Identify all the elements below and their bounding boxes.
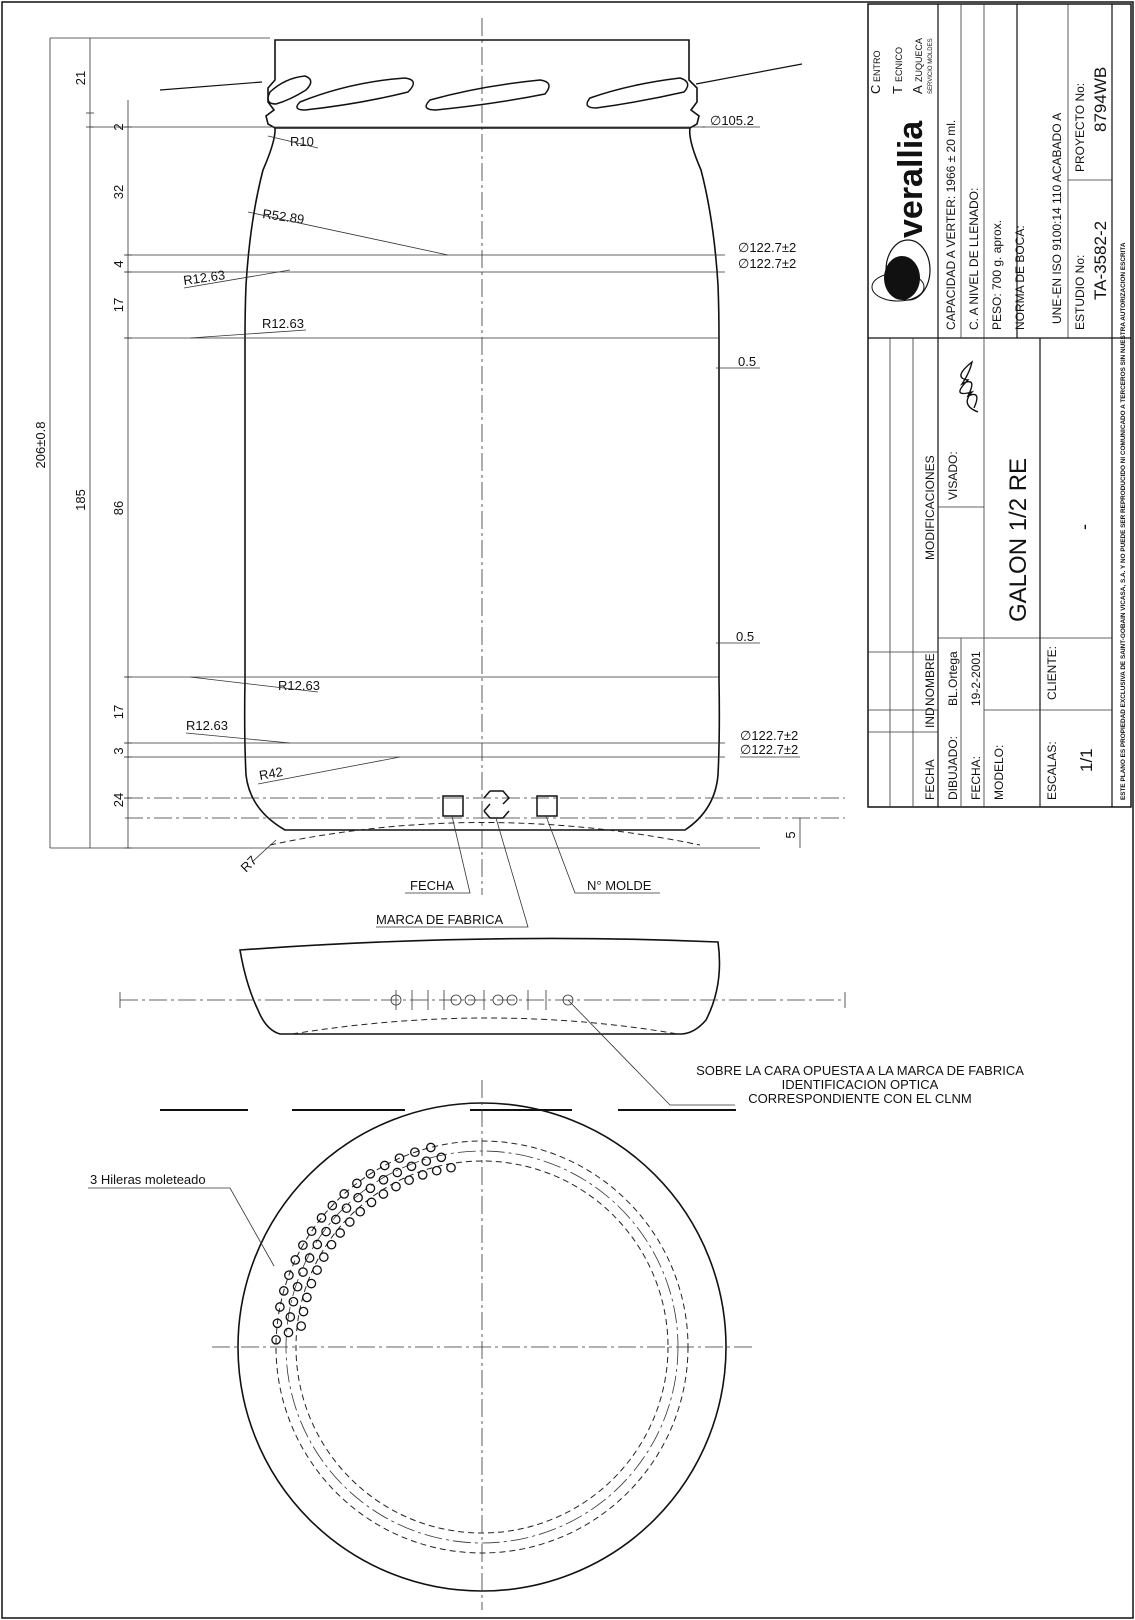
company-entro: ENTRO — [872, 50, 882, 82]
escalas-value: 1/1 — [1077, 748, 1096, 772]
dim-5: 5 — [783, 831, 798, 839]
knurl-dot — [393, 1168, 401, 1176]
estudio-value: TA-3582-2 — [1091, 220, 1110, 300]
fecha-label: FECHA: — [969, 755, 983, 800]
company-t: T — [890, 86, 905, 94]
knurl-dot — [379, 1190, 387, 1198]
knurl-dot — [427, 1143, 435, 1151]
knurling-dots — [272, 1143, 455, 1344]
base-inner-dashed — [292, 1018, 678, 1034]
radius-r52: R52.89 — [261, 206, 306, 227]
knurl-dot — [340, 1190, 348, 1198]
base-outline — [240, 938, 720, 1034]
fecha-header: FECHA — [923, 759, 937, 800]
signature — [960, 362, 978, 412]
cliente-label: CLIENTE: — [1045, 645, 1059, 700]
knurl-dot — [289, 1298, 297, 1306]
knurl-dot — [336, 1229, 344, 1237]
dim-17-bottom: 17 — [111, 704, 126, 720]
dia-heel-2: ∅122.7±2 — [740, 742, 799, 757]
knurl-dot — [286, 1313, 294, 1321]
cliente-value: - — [1074, 524, 1094, 530]
leader-optical-id — [568, 1000, 735, 1105]
knurl-dot — [437, 1153, 445, 1161]
dim-overall-height: 206±0.8 — [33, 421, 48, 469]
thread-lug-2 — [426, 80, 549, 110]
jar-elevation — [33, 18, 845, 927]
knurl-dot — [307, 1279, 315, 1287]
modelo-label: MODELO: — [992, 744, 1006, 800]
dim-ticks — [86, 113, 132, 848]
knurl-dot — [276, 1303, 284, 1311]
modificaciones-header: MODIFICACIONES — [923, 455, 937, 560]
title-block — [868, 4, 1131, 807]
dim-4: 4 — [111, 260, 126, 268]
base-section — [120, 938, 1024, 1106]
knurl-dot — [305, 1254, 313, 1262]
spec-nivel: C. A NIVEL DE LLENADO: — [967, 187, 981, 330]
knurl-dot — [447, 1164, 455, 1172]
jar-finish — [266, 40, 699, 128]
spec-capacidad: CAPACIDAD A VERTER: 1966 ± 20 ml. — [944, 119, 958, 330]
spec-acabado: UNE-EN ISO 9100:14 110 ACABADO A — [1050, 112, 1064, 324]
knurl-dot — [381, 1161, 389, 1169]
dim-body-height: 185 — [73, 489, 88, 511]
fecha-value: 19-2-2001 — [969, 651, 983, 706]
knurl-dot — [405, 1176, 413, 1184]
note-line-1: SOBRE LA CARA OPUESTA A LA MARCA DE FABRICA — [696, 1063, 1024, 1078]
thread-start-line-right — [696, 64, 802, 84]
leader-marca — [376, 818, 528, 927]
company-moldes: SERVICIO MOLDES — [928, 38, 934, 94]
label-fecha: FECHA — [410, 878, 455, 893]
knurl-dot — [419, 1171, 427, 1179]
dim-finish-height: 21 — [73, 70, 88, 86]
estudio-label: ESTUDIO No: — [1073, 254, 1087, 330]
company-zuqueca: ZUQUECA — [914, 37, 924, 82]
proyecto-label: PROYECTO No: — [1073, 82, 1087, 172]
radius-r42: R42 — [257, 764, 285, 783]
base-pushup — [270, 823, 700, 846]
radius-r1263-b: R12.63 — [262, 316, 304, 331]
radius-r10: R10 — [290, 134, 314, 149]
dim-3: 3 — [111, 747, 126, 755]
knurl-dot — [433, 1167, 441, 1175]
knurl-dot — [303, 1293, 311, 1301]
copyright-note: ESTE PLANO ES PROPIEDAD EXCLUSIVA DE SAINT-GOBAIN VICASA, S.A. Y NO PUEDE SER REPRODUCIDO NI COMUNICADO A TERCEROS SIN NUESTRA AUTORIZACION ESCRITA — [1120, 242, 1127, 800]
knurl-dot — [293, 1283, 301, 1291]
radius-r1263-d: R12.63 — [186, 718, 228, 733]
radius-r7: R7 — [237, 852, 260, 876]
note-line-3: CORRESPONDIENTE CON EL CLNM — [748, 1091, 972, 1106]
modelo-value: GALON 1/2 RE — [1005, 457, 1032, 622]
knurl-dot — [407, 1162, 415, 1170]
company-c: C — [868, 84, 883, 94]
knurl-dot — [367, 1198, 375, 1206]
knurl-dot — [379, 1176, 387, 1184]
knurl-dot — [284, 1328, 292, 1336]
dim-17-top: 17 — [111, 297, 126, 313]
bottom-view — [88, 1080, 752, 1610]
visado-label: VISADO: — [946, 451, 960, 500]
knurl-dot — [346, 1218, 354, 1226]
knurl-dot — [313, 1266, 321, 1274]
company-ecnico: ECNICO — [894, 46, 904, 82]
knurl-dot — [392, 1182, 400, 1190]
knurl-dot — [422, 1157, 430, 1165]
knurl-dot — [299, 1268, 307, 1276]
date-mark — [443, 796, 463, 816]
dia-finish: ∅105.2 — [710, 113, 754, 128]
verallia-logo — [872, 120, 930, 301]
nombre-header: NOMBRE — [923, 653, 937, 706]
knurl-dot — [297, 1322, 305, 1330]
thread-lug-3 — [587, 78, 688, 108]
radius-r1263-c: R12.63 — [278, 678, 320, 693]
label-marca: MARCA DE FABRICA — [376, 912, 504, 927]
mold-number-mark — [537, 796, 557, 816]
dia-shoulder-1: ∅122.7±2 — [738, 240, 797, 255]
dibujado-value: BL.Ortega — [946, 651, 960, 706]
knurl-dot — [313, 1240, 321, 1248]
label-molde: N° MOLDE — [587, 878, 652, 893]
spec-norma: NORMA DE BOCA: — [1013, 225, 1027, 330]
brand-name: verallia — [892, 120, 930, 238]
sheet-border — [2, 2, 1133, 1618]
dim-86: 86 — [111, 500, 126, 516]
knurl-dot — [320, 1253, 328, 1261]
knurl-dot — [317, 1214, 325, 1222]
leader-knurl — [88, 1188, 274, 1266]
knurl-dot — [307, 1227, 315, 1235]
proyecto-value: 8794WB — [1091, 66, 1110, 132]
factory-mark — [484, 791, 509, 818]
dim-32: 32 — [111, 184, 126, 200]
note-line-2: IDENTIFICACION OPTICA — [781, 1077, 939, 1092]
knurl-dot — [356, 1208, 364, 1216]
escalas-label: ESCALAS: — [1045, 741, 1059, 800]
tolerance-lower: 0.5 — [736, 629, 755, 644]
spec-peso: PESO: 700 g. aprox. — [990, 219, 1004, 330]
dim-2: 2 — [111, 123, 126, 131]
knurl-dot — [327, 1241, 335, 1249]
thread-start-line-left — [160, 82, 262, 90]
dia-heel-1: ∅122.7±2 — [740, 728, 799, 743]
tolerance-upper: 0.5 — [738, 354, 757, 369]
knurl-dot — [299, 1307, 307, 1315]
dia-shoulder-2: ∅122.7±2 — [738, 256, 797, 271]
dibujado-label: DIBUJADO: — [946, 735, 960, 800]
radius-r1263-a: R12.63 — [182, 267, 226, 288]
thread-lug-1 — [297, 78, 413, 110]
ind-header: IND — [923, 707, 937, 728]
knurl-dot — [291, 1256, 299, 1264]
company-a: A — [910, 85, 925, 94]
dim-24: 24 — [111, 792, 126, 808]
label-knurl: 3 Hileras moleteado — [90, 1172, 206, 1187]
